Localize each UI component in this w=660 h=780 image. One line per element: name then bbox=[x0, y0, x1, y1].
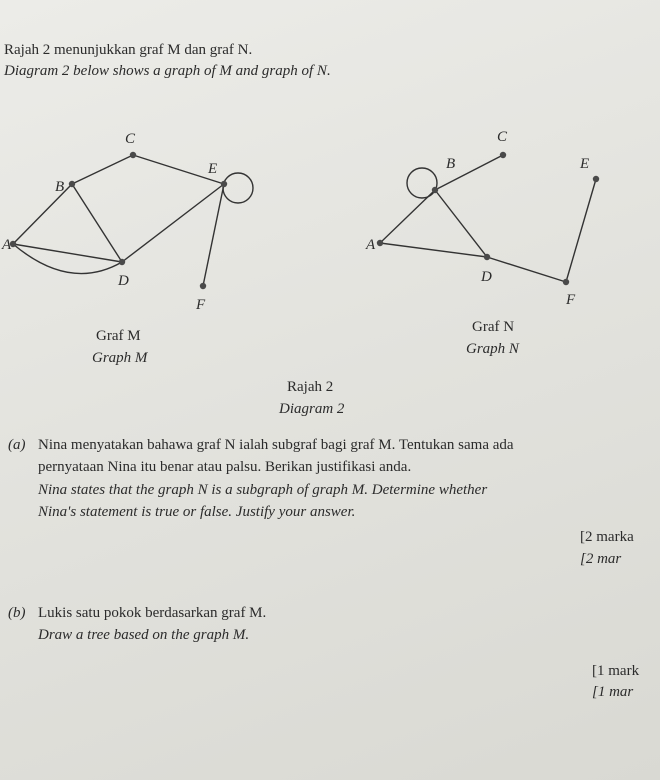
question-a-label: (a) bbox=[8, 437, 26, 453]
question-b-marks-malay: [1 mark bbox=[592, 663, 640, 679]
question-a-marks-english: [2 mar bbox=[580, 551, 622, 567]
graph-m-caption-english: Graph M bbox=[92, 350, 148, 366]
graph-m-edge-ef bbox=[203, 184, 224, 286]
question-b-marks-english: [1 mar bbox=[592, 684, 634, 700]
intro-malay: Rajah 2 menunjukkan graf M dan graf N. bbox=[4, 42, 253, 58]
graph-n bbox=[365, 129, 599, 308]
graph-n-label-b: B bbox=[446, 156, 456, 172]
graph-m-label-d: D bbox=[118, 273, 129, 289]
graph-n-caption-malay: Graf N bbox=[472, 319, 515, 335]
graph-m-edge-ad bbox=[13, 244, 122, 262]
graph-n-edge-fe bbox=[566, 179, 596, 282]
graphs-figure bbox=[0, 110, 660, 320]
graph-m bbox=[1, 131, 253, 313]
question-b-malay: Lukis satu pokok berdasarkan graf M. bbox=[38, 605, 267, 621]
graph-n-node-b bbox=[432, 187, 438, 193]
graph-n-label-e: E bbox=[580, 156, 590, 172]
graph-m-node-b bbox=[69, 181, 75, 187]
question-b-english: Draw a tree based on the graph M. bbox=[38, 627, 250, 643]
graph-m-node-f bbox=[200, 283, 206, 289]
graph-m-node-d bbox=[119, 259, 125, 265]
graph-n-label-a: A bbox=[366, 237, 376, 253]
graph-n-node-c bbox=[500, 152, 506, 158]
question-a-malay-line1: Nina menyatakan bahawa graf N ialah subgraf bagi graf M. Tentukan sama ada bbox=[38, 437, 514, 453]
graph-m-label-c: C bbox=[125, 131, 136, 147]
graph-n-node-f bbox=[563, 279, 569, 285]
intro-english: Diagram 2 below shows a graph of M and graph of N. bbox=[4, 63, 331, 79]
graph-n-edge-bd bbox=[435, 190, 487, 257]
graph-m-label-f: F bbox=[196, 297, 206, 313]
question-a-marks-malay: [2 marka bbox=[580, 529, 634, 545]
diagram-caption-english: Diagram 2 bbox=[279, 401, 345, 417]
question-b-label: (b) bbox=[8, 605, 26, 621]
graph-m-label-b: B bbox=[55, 179, 65, 195]
graph-n-node-d bbox=[484, 254, 490, 260]
question-a-english-line2: Nina's statement is true or false. Justify your answer. bbox=[38, 504, 356, 520]
diagram-caption-malay: Rajah 2 bbox=[287, 379, 334, 395]
graph-m-node-e bbox=[221, 181, 227, 187]
graph-m-label-e: E bbox=[208, 161, 218, 177]
graph-m-edge-bc bbox=[72, 155, 133, 184]
graph-n-edge-ad bbox=[380, 243, 487, 257]
graph-n-label-d: D bbox=[481, 269, 492, 285]
graph-n-caption-english: Graph N bbox=[466, 341, 519, 357]
graph-m-edge-de bbox=[122, 184, 224, 262]
graph-m-caption-malay: Graf M bbox=[96, 328, 141, 344]
graph-n-node-a bbox=[377, 240, 383, 246]
graph-n-edge-df bbox=[487, 257, 566, 282]
graph-m-edge-bd bbox=[72, 184, 122, 262]
graph-m-node-c bbox=[130, 152, 136, 158]
graph-n-node-e bbox=[593, 176, 599, 182]
graph-n-label-f: F bbox=[566, 292, 576, 308]
graph-n-loop-b bbox=[407, 168, 437, 198]
graph-m-label-a: A bbox=[2, 237, 12, 253]
question-a-english-line1: Nina states that the graph N is a subgraph of graph M. Determine whether bbox=[38, 482, 488, 498]
graph-m-loop-e bbox=[223, 173, 253, 203]
graph-n-label-c: C bbox=[497, 129, 508, 145]
question-a-malay-line2: pernyataan Nina itu benar atau palsu. Berikan justifikasi anda. bbox=[38, 459, 412, 475]
